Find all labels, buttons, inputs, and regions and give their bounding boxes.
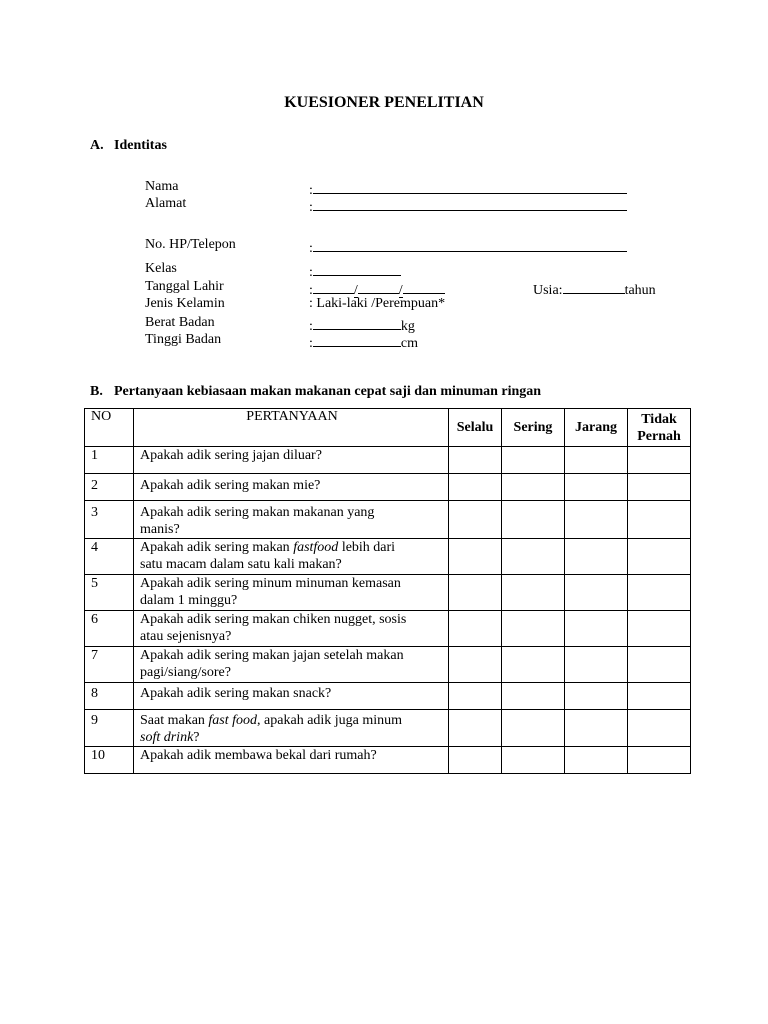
row-number: 10 — [85, 747, 134, 774]
answer-tidak-pernah[interactable] — [628, 710, 691, 747]
label-jenis-kelamin: Jenis Kelamin — [145, 296, 225, 311]
label-tinggi-badan: Tinggi Badan — [145, 332, 222, 347]
answer-tidak-pernah[interactable] — [628, 501, 691, 539]
question-italic: fastfood — [293, 540, 339, 555]
answer-sering[interactable] — [502, 683, 565, 710]
row-number: 5 — [85, 575, 134, 611]
question-line-1: Apakah adik sering makan jajan setelah makan — [140, 648, 404, 663]
row-number: 2 — [85, 474, 134, 501]
question-italic: fast food — [208, 713, 258, 728]
row-question — [134, 575, 449, 611]
fill-line-berat[interactable] — [313, 315, 401, 330]
answer-selalu[interactable] — [449, 647, 502, 683]
answer-tidak-pernah[interactable] — [628, 647, 691, 683]
question-italic: soft drink — [140, 730, 194, 745]
answer-selalu[interactable] — [449, 611, 502, 647]
table-row — [85, 647, 691, 683]
fill-line-year[interactable] — [403, 279, 445, 294]
berat-unit: kg — [400, 319, 415, 334]
question-line-1: Apakah adik sering makan makanan yang — [140, 505, 375, 520]
question-text: lebih dari — [338, 540, 396, 555]
answer-jarang[interactable] — [565, 710, 628, 747]
label-berat-badan: Berat Badan — [145, 315, 215, 330]
section-a-heading — [90, 138, 167, 154]
label-alamat: Alamat — [145, 196, 187, 211]
field-hp[interactable] — [309, 237, 627, 257]
slash: / — [398, 283, 403, 298]
answer-jarang[interactable] — [565, 747, 628, 774]
section-a-number: A. — [90, 138, 104, 153]
answer-selalu[interactable] — [449, 575, 502, 611]
tinggi-unit: cm — [400, 336, 418, 351]
colon: : — [309, 265, 313, 280]
fill-line-kelas[interactable] — [313, 261, 401, 276]
section-b-title: Pertanyaan kebiasaan makan makanan cepat saji dan minuman ringan — [114, 384, 542, 399]
answer-tidak-pernah[interactable] — [628, 683, 691, 710]
answer-sering[interactable] — [502, 611, 565, 647]
answer-selalu[interactable] — [449, 710, 502, 747]
question-line-2: dalam 1 minggu? — [140, 593, 238, 608]
label-usia: Usia: — [533, 283, 563, 298]
answer-jarang[interactable] — [565, 447, 628, 474]
answer-jarang[interactable] — [565, 647, 628, 683]
answer-sering[interactable] — [502, 647, 565, 683]
question-line-2: manis? — [140, 522, 180, 537]
table-row — [85, 747, 691, 774]
field-usia[interactable] — [533, 279, 656, 299]
fill-line-nama[interactable] — [313, 179, 627, 194]
row-number: 4 — [85, 539, 134, 575]
field-tinggi-badan[interactable] — [309, 332, 418, 352]
questionnaire-table — [84, 408, 691, 774]
answer-tidak-pernah[interactable] — [628, 611, 691, 647]
row-number: 8 — [85, 683, 134, 710]
answer-sering[interactable] — [502, 447, 565, 474]
answer-jarang[interactable] — [565, 611, 628, 647]
answer-sering[interactable] — [502, 747, 565, 774]
answer-tidak-pernah[interactable] — [628, 474, 691, 501]
answer-jarang[interactable] — [565, 575, 628, 611]
row-number: 7 — [85, 647, 134, 683]
colon: : — [309, 283, 313, 298]
header-jarang: Jarang — [565, 409, 628, 447]
header-no: NO — [85, 409, 134, 447]
label-hp: No. HP/Telepon — [145, 237, 236, 252]
answer-selalu[interactable] — [449, 447, 502, 474]
label-nama: Nama — [145, 179, 179, 194]
row-question: Apakah adik sering jajan diluar? — [134, 447, 449, 474]
answer-selalu[interactable] — [449, 539, 502, 575]
answer-tidak-pernah[interactable] — [628, 575, 691, 611]
answer-sering[interactable] — [502, 474, 565, 501]
field-kelas[interactable] — [309, 261, 401, 281]
label-kelas: Kelas — [145, 261, 177, 276]
question-line-2: atau sejenisnya? — [140, 629, 232, 644]
question-text: ? — [193, 730, 200, 745]
row-question — [134, 611, 449, 647]
table-row — [85, 710, 691, 747]
row-number: 3 — [85, 501, 134, 539]
header-sering: Sering — [502, 409, 565, 447]
colon: : — [309, 183, 313, 198]
section-a-title: Identitas — [114, 138, 167, 153]
fill-line-hp[interactable] — [313, 237, 627, 252]
table-row — [85, 447, 691, 474]
row-question — [134, 501, 449, 539]
row-number: 6 — [85, 611, 134, 647]
answer-sering[interactable] — [502, 575, 565, 611]
table-row — [85, 575, 691, 611]
section-b-heading — [90, 384, 541, 400]
row-question — [134, 539, 449, 575]
fill-line-tinggi[interactable] — [313, 332, 401, 347]
answer-jarang[interactable] — [565, 683, 628, 710]
header-pernah: Pernah — [637, 428, 681, 444]
table-row — [85, 474, 691, 501]
header-tidak-pernah — [628, 409, 691, 447]
answer-sering[interactable] — [502, 501, 565, 539]
table-row — [85, 539, 691, 575]
answer-sering[interactable] — [502, 539, 565, 575]
question-line-2: pagi/siang/sore? — [140, 665, 231, 680]
slash: / — [353, 283, 358, 298]
answer-selalu[interactable] — [449, 474, 502, 501]
field-jenis-kelamin[interactable]: : Laki-laki /Perempuan* — [309, 296, 446, 311]
answer-tidak-pernah[interactable] — [628, 539, 691, 575]
question-text: , apakah adik juga minum — [257, 713, 403, 728]
answer-selalu[interactable] — [449, 683, 502, 710]
answer-jarang[interactable] — [565, 501, 628, 539]
row-question: Apakah adik sering makan mie? — [134, 474, 449, 501]
row-question — [134, 710, 449, 747]
answer-sering[interactable] — [502, 710, 565, 747]
colon: : — [309, 336, 313, 351]
question-line-1: Apakah adik sering makan chiken nugget, sosis — [140, 612, 407, 627]
row-question: Apakah adik membawa bekal dari rumah? — [134, 747, 449, 774]
fill-line-day[interactable] — [313, 279, 354, 294]
row-question — [134, 647, 449, 683]
answer-tidak-pernah[interactable] — [628, 447, 691, 474]
answer-tidak-pernah[interactable] — [628, 747, 691, 774]
colon: : — [309, 200, 313, 215]
page-title: KUESIONER PENELITIAN — [284, 94, 484, 111]
label-tanggal-lahir: Tanggal Lahir — [145, 279, 224, 294]
fill-line-alamat[interactable] — [313, 196, 627, 211]
section-b-number: B. — [90, 384, 103, 399]
row-number: 9 — [85, 710, 134, 747]
row-number: 1 — [85, 447, 134, 474]
table-row — [85, 683, 691, 710]
fill-line-month[interactable] — [358, 279, 399, 294]
header-selalu: Selalu — [449, 409, 502, 447]
answer-jarang[interactable] — [565, 539, 628, 575]
fill-line-usia[interactable] — [563, 279, 625, 294]
table-row — [85, 501, 691, 539]
field-alamat[interactable] — [309, 196, 627, 216]
question-line-2: satu macam dalam satu kali makan? — [140, 557, 342, 572]
colon: : — [309, 319, 313, 334]
header-tidak: Tidak — [641, 411, 677, 427]
question-line-1: Apakah adik sering minum minuman kemasan — [140, 576, 401, 591]
usia-unit: tahun — [624, 283, 656, 298]
row-question: Apakah adik sering makan snack? — [134, 683, 449, 710]
header-question: PERTANYAAN — [134, 409, 449, 447]
colon: : — [309, 241, 313, 256]
question-text: Apakah adik sering makan — [140, 540, 294, 555]
table-row — [85, 611, 691, 647]
answer-selalu[interactable] — [449, 501, 502, 539]
answer-selalu[interactable] — [449, 747, 502, 774]
question-text: Saat makan — [140, 713, 209, 728]
answer-jarang[interactable] — [565, 474, 628, 501]
table-header-row — [85, 409, 691, 447]
